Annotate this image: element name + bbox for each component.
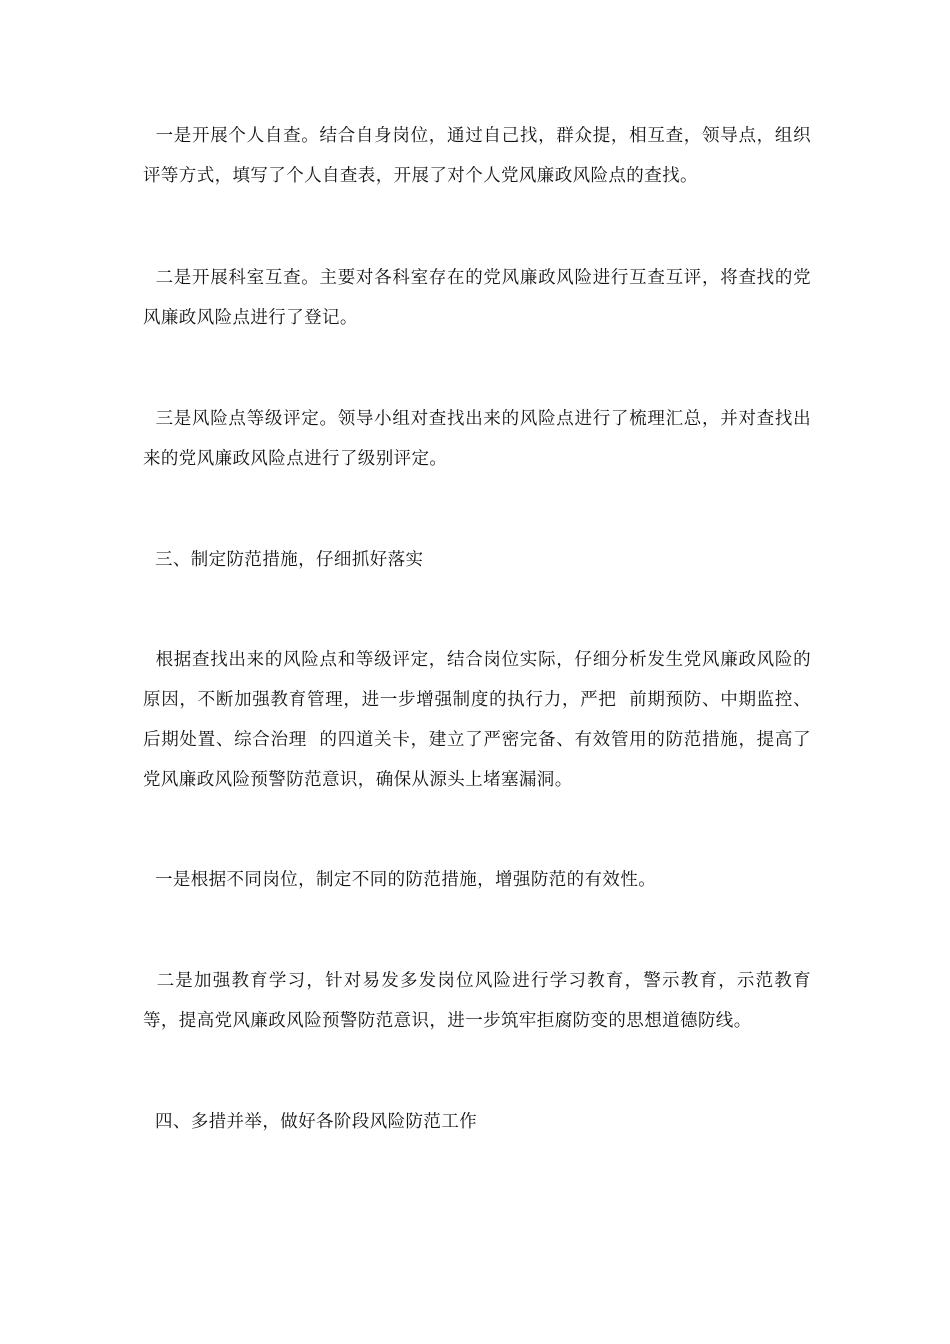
paragraph-risk-level-rating: 三是风险点等级评定。领导小组对查找出来的风险点进行了梳理汇总，并对查找出来的党风廉政风险点进行了级别评定。	[143, 409, 811, 469]
paragraph-position-measures: 一是根据不同岗位，制定不同的防范措施，增强防范的有效性。	[143, 870, 657, 890]
paragraph-education-learning: 二是加强教育学习，针对易发多发岗位风险进行学习教育，警示教育，示范教育等，提高党风廉政风险预警防范意识，进一步筑牢拒腐防变的思想道德防线。	[143, 971, 811, 1031]
paragraph-prevention-measures: 根据查找出来的风险点和等级评定，结合岗位实际，仔细分析发生党风廉政风险的原因，不断加强教育管理，进一步增强制度的执行力，严把 前期预防、中期监控、后期处置、综合治理 的四道关卡，建立了严密完备、有效管用的防范措施，提高了党风廉政风险预警防范意识，确保从源头上堵塞漏洞。	[143, 650, 811, 790]
paragraph-department-mutual-check: 二是开展科室互查。主要对各科室存在的党风廉政风险进行互查互评，将查找的党风廉政风险点进行了登记。	[143, 268, 811, 328]
section-heading-3: 三、制定防范措施，仔细抓好落实	[143, 550, 424, 570]
section-heading-4: 四、多措并举，做好各阶段风险防范工作	[143, 1112, 478, 1132]
paragraph-personal-self-check: 一是开展个人自查。结合自身岗位，通过自己找，群众提，相互查，领导点，组织评等方式，填写了个人自查表，开展了对个人党风廉政风险点的查找。	[143, 126, 811, 186]
